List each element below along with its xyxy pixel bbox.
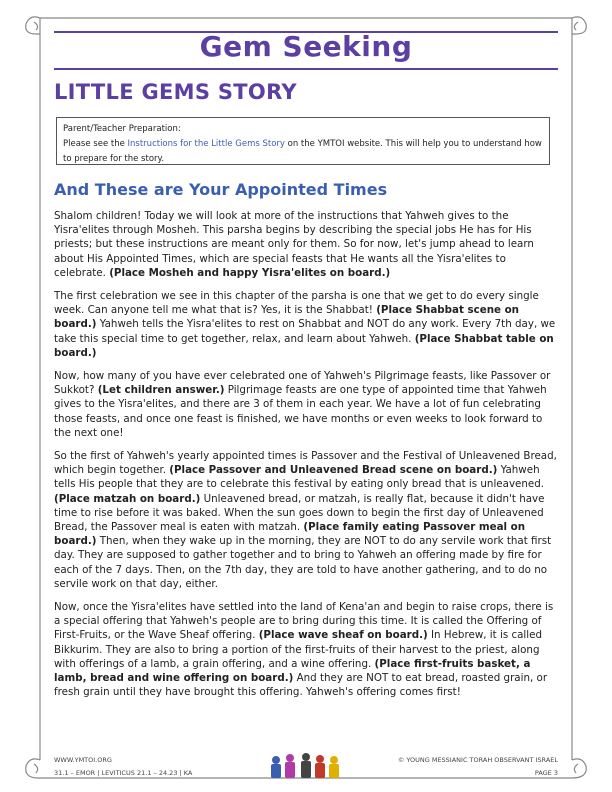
story-paragraph — [54, 369, 560, 440]
stage-direction: (Place Mosheh and happy Yisra'elites on board.) — [109, 266, 391, 279]
page-title: Gem Seeking — [199, 30, 413, 63]
footer-reference: 31.1 – EMOR | LEVITICUS 21.1 – 24.23 | KA — [54, 769, 193, 777]
story-paragraph — [54, 449, 560, 591]
stage-direction: (Place Shabbat table on board.) — [54, 332, 554, 359]
stage-direction: (Place Passover and Unleavened Bread scene on board.) — [169, 464, 498, 477]
preparation-box — [56, 117, 550, 165]
story-text: Now, how many of you have ever celebrated one of Yahweh's Pilgrimage feasts, like Passover or Sukkot? — [54, 370, 551, 397]
story-text: So the first of Yahweh's yearly appointed times is Passover and the Festival of Unleavened Bread, which begin together. — [54, 450, 557, 477]
footer-left — [54, 754, 192, 780]
story-paragraph — [54, 600, 560, 699]
footer-right — [398, 754, 558, 780]
children-logo-icon — [268, 752, 344, 782]
stage-direction: (Place wave sheaf on board.) — [258, 629, 428, 642]
stage-direction: (Let children answer.) — [97, 384, 225, 397]
header-bottom-rule — [54, 68, 558, 70]
stage-direction: (Place Shabbat scene on board.) — [54, 304, 520, 331]
footer-site[interactable]: WWW.YMTOI.ORG — [54, 756, 112, 764]
story-body — [54, 209, 560, 709]
story-text: Unleavened bread, or matzah, is really flat, because it didn't have time to rise before it was baked. When the sun goes down to begin the first day of Unleavened Bread, the Passover meal is eaten with matzah. — [54, 492, 545, 534]
story-paragraph — [54, 289, 560, 360]
preparation-label: Parent/Teacher Preparation: — [63, 124, 181, 134]
story-text: In Hebrew, it is called Bikkurim. They are also to bring a portion of the first-fruits of their harvest to the priest, along with offerings of a lamb, a grain offering, and a wine offering. — [54, 629, 543, 670]
preparation-text-before: Please see the — [63, 139, 128, 149]
preparation-text-after: on the YMTOI website. This will help you to understand how to prepare for the story. — [63, 139, 542, 164]
story-heading: And These are Your Appointed Times — [54, 180, 388, 199]
instructions-link[interactable]: Instructions for the Little Gems Story — [127, 139, 285, 149]
preparation-text — [63, 137, 543, 167]
stage-direction: (Place first-fruits basket, a lamb, bread and wine offering on board.) — [54, 657, 531, 685]
story-text: Yahweh tells His people that they are to celebrate this festival by eating only bread that is unleavened. — [54, 464, 545, 491]
page-number: PAGE 3 — [534, 769, 558, 777]
story-text: And they are NOT to eat bread, roasted grain, or fresh grain until they have brought this offering. Yahweh's offering comes first! — [54, 672, 548, 699]
story-text: Then, when they wake up in the morning, they are NOT to do any servile work that first day. They are supposed to gather together and to bring to Yahweh an offering made by fire for each of the 7 days. Then, on the 7th day, they are told to have another gathering, and to do no servile work on that day, either. — [54, 535, 552, 590]
footer-copyright: © YOUNG MESSIANIC TORAH OBSERVANT ISRAEL — [397, 756, 558, 764]
stage-direction: (Place matzah on board.) — [54, 492, 201, 505]
story-text: Yahweh tells the Yisra'elites to rest on Shabbat and NOT do any work. Every 7th day, we take this special time to get together, relax, and learn about Yahweh. — [54, 318, 556, 345]
story-text: The first celebration we see in this chapter of the parsha is one that we get to do every single week. Can anyone tell me what that is? Yes, it is the Shabbat! — [54, 290, 539, 317]
stage-direction: (Place family eating Passover meal on board.) — [54, 521, 526, 548]
story-text: Pilgrimage feasts are one type of appointed time that Yahweh gives to the Yisra'elites, and there are 3 of them in each year. We have a lot of fun celebrating those feasts, and once one feast is finished, we have months or even weeks to look forward to the next one! — [54, 384, 547, 439]
story-text: Shalom children! Today we will look at more of the instructions that Yahweh gives to the Yisra'elites through Mosheh. This parsha begins by describing the special jobs He has for His priests; but these instructions are meant only for them. So for now, let's jump ahead to learn about His Appointed Times, which are special feasts that He wants all the Yisra'elites to celebrate. — [54, 210, 534, 279]
section-subtitle: LITTLE GEMS STORY — [54, 80, 297, 104]
story-text: Now, once the Yisra'elites have settled into the land of Kena'an and begin to raise crops, there is a special offering that Yahweh's people are to bring during this time. It is called the Offering of First-Fruits, or the Wave Sheaf offering. — [54, 601, 554, 642]
story-paragraph — [54, 209, 560, 280]
